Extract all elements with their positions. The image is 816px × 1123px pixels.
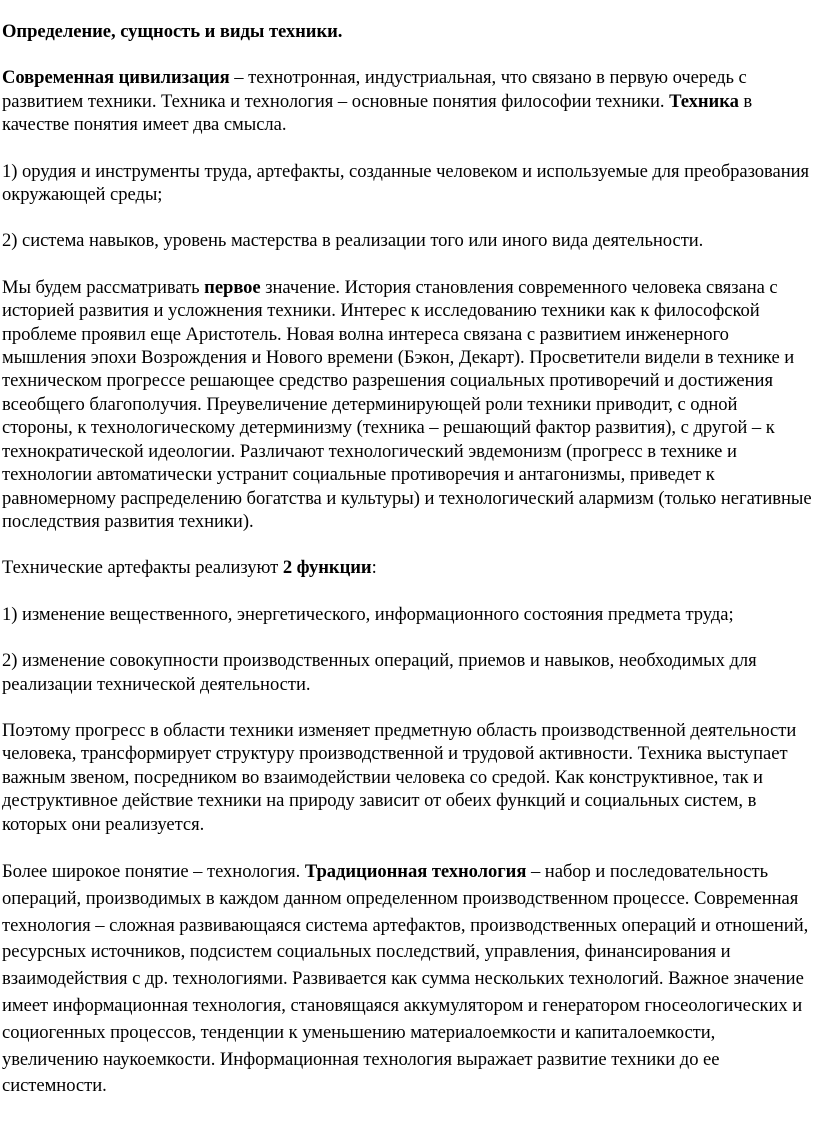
paragraph-text: значение. История становления современного человека связана с историей развития и усложнения техники. Интерес к исследованию техники как к философской проблеме проявил еще Аристотель. Новая волна интереса связана с развитием инженерного мышления эпохи Возрождения и Нового времени (Бэкон, Декарт). Просветители видели в технике и техническом прогрессе решающее средство разрешения социальных противоречий и достижения всеобщего благополучия. Преувеличение детерминирующей роли техники приводит, с одной стороны, к технологическому детерминизму (техника – решающий фактор развития), с другой – к технократической идеологии. Различают технологический эвдемонизм (прогресс в технике и технологии автоматически устранит социальные противоречия и антагонизмы, приведет к равномерному распределению богатства и культуры) и технологический алармизм (только негативные последствия развития техники). (2, 276, 812, 532)
paragraph-text: – технотронная, индустриальная, что связано в первую очередь с развитием техники. Техника и технология – основные понятия философии техники. (2, 67, 747, 112)
paragraph-technology (2, 859, 812, 1100)
paragraph-history (2, 276, 812, 533)
term-traditional-technology: Традиционная технология (304, 860, 527, 882)
paragraph-text: – набор и последовательность операций, производимых в каждом данном определенном производственном процессе. Современная технология – сложная развивающаяся система артефактов, производственных операций и отношений, ресурсных источников, подсистем социальных последствий, управления, финансирования и взаимодействия с др. технологиями. Развивается как сумма нескольких технологий. Важное значение имеет информационная технология, становящаяся аккумулятором и генератором гносеологических и социогенных процессов, тенденции к уменьшению материалоемкости и капиталоемкости, увеличению наукоемкости. Информационная технология выражает развитие техники до ее системности. (2, 860, 809, 1097)
document-title: Определение, сущность и виды техники. (2, 21, 343, 42)
paragraph-text: Технические артефакты реализуют (2, 557, 283, 579)
paragraph-functions-intro (2, 556, 812, 579)
list-item-meaning-2: 2) система навыков, уровень мастерства в реализации того или иного вида деятельности. (2, 230, 704, 252)
term-technique: Техника (669, 90, 739, 112)
paragraph-text: Мы будем рассматривать (2, 276, 205, 298)
term-modern-civilization: Современная цивилизация (2, 67, 230, 89)
paragraph-text: в качестве понятия имеет два смысла. (2, 90, 753, 136)
paragraph-civilization (2, 66, 812, 136)
list-item-meaning-1: 1) орудия и инструменты труда, артефакты, созданные человеком и используемые для преобразования окружающей среды; (2, 160, 809, 206)
term-two-functions: 2 функции (282, 557, 372, 579)
term-first: первое (204, 276, 261, 298)
list-item-function-2: 2) изменение совокупности производственных операций, приемов и навыков, необходимых для реализации технической деятельности. (2, 650, 757, 695)
paragraph-text: : (371, 557, 377, 579)
paragraph-progress: Поэтому прогресс в области техники изменяет предметную область производственной деятельности человека, трансформирует структуру производственной и трудовой активности. Техника выступает важным звеном, посредником во взаимодействии человека со средой. Как конструктивное, так и деструктивное действие техники на природу зависит от обеих функций и социальных систем, в которых они реализуется. (2, 719, 797, 835)
list-item-function-1: 1) изменение вещественного, энергетического, информационного состояния предмета труда; (2, 603, 734, 625)
paragraph-text: Более широкое понятие – технология. (2, 860, 305, 882)
